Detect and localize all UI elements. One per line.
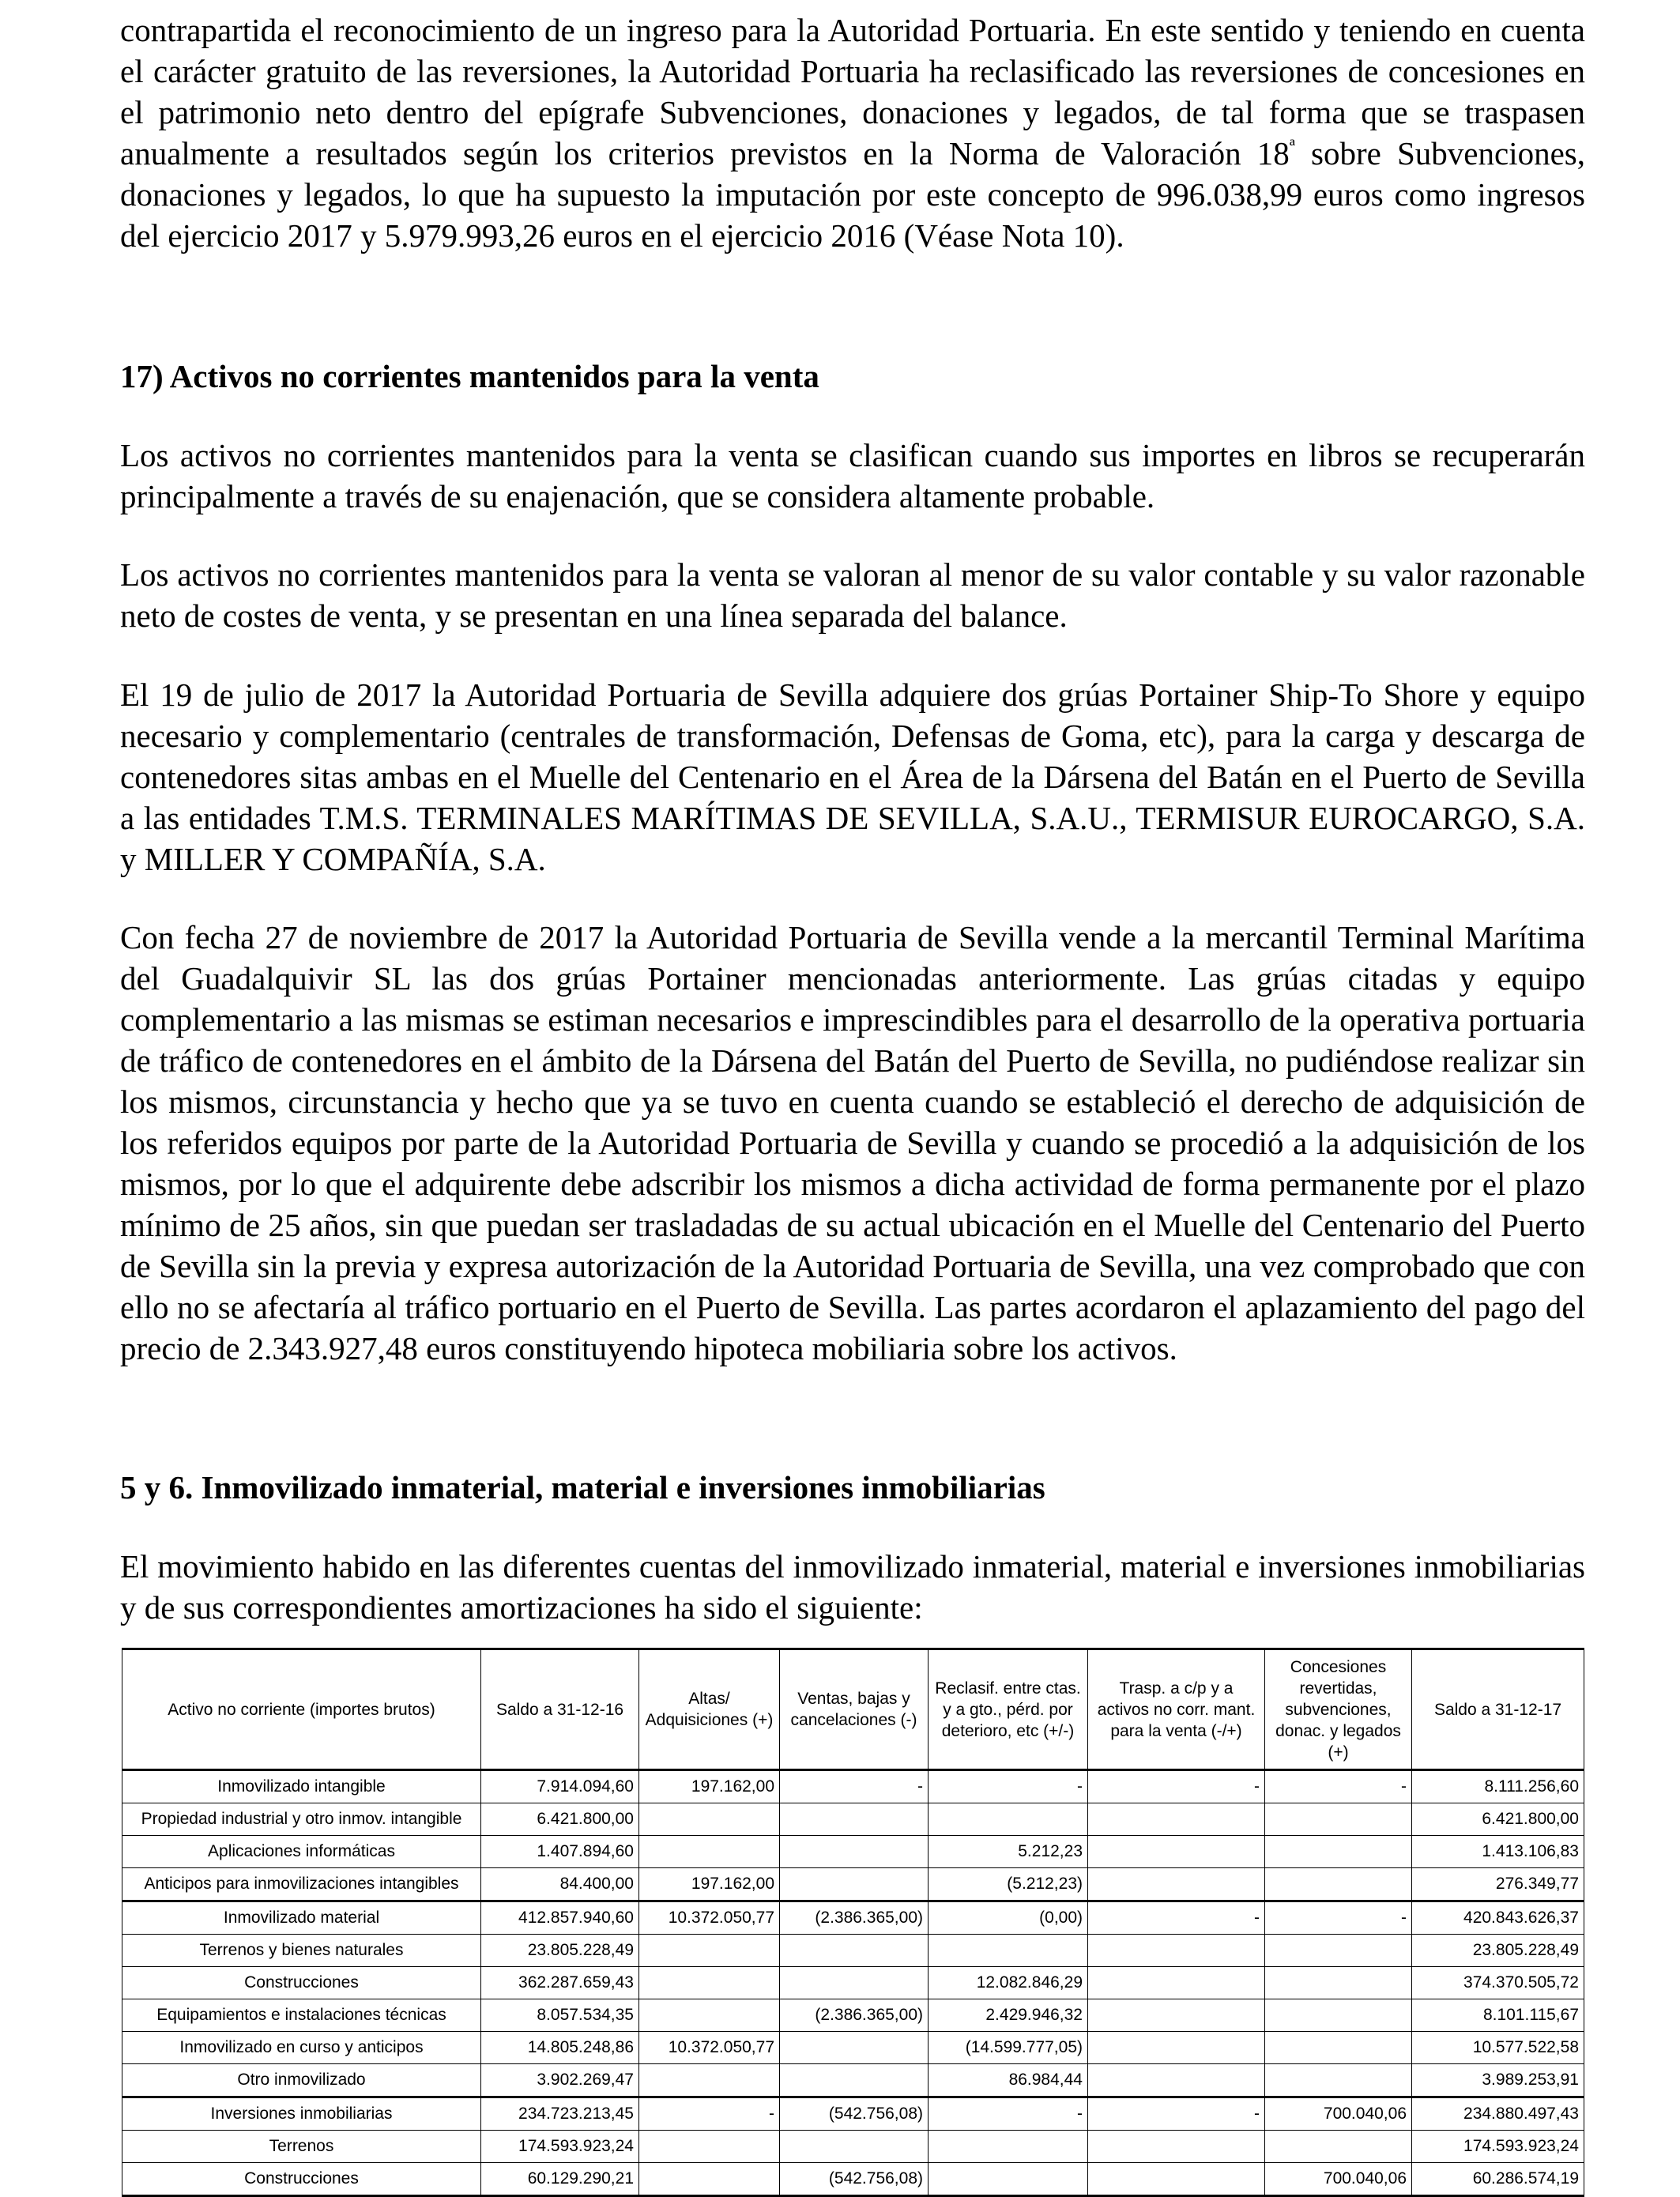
cell-ventas: (2.386.365,00) — [780, 1901, 929, 1935]
table-header-row — [122, 1649, 1584, 1770]
header-altas: Altas/ Adquisiciones (+) — [639, 1649, 780, 1770]
cell-reclasificacion: (0,00) — [929, 1901, 1088, 1935]
paragraph-5-6-movimiento: El movimiento habido en las diferentes cuentas del inmovilizado inmaterial, material e inversiones inmobiliarias y de sus correspondientes amortizaciones ha sido el siguiente: — [120, 1548, 1585, 1626]
cell-ventas — [780, 1967, 929, 1999]
cell-reclasificacion: 86.984,44 — [929, 2064, 1088, 2097]
row-label: Inmovilizado en curso y anticipos — [122, 2032, 481, 2064]
cell-saldo-2016: 234.723.213,45 — [481, 2097, 639, 2131]
cell-reclasificacion: (5.212,23) — [929, 1868, 1088, 1901]
cell-saldo-2016: 6.421.800,00 — [481, 1803, 639, 1836]
cell-altas: 10.372.050,77 — [639, 1901, 780, 1935]
cell-concesiones: 700.040,06 — [1265, 2097, 1412, 2131]
cell-concesiones — [1265, 1999, 1412, 2032]
cell-reclasificacion — [929, 2163, 1088, 2196]
cell-altas — [639, 2131, 780, 2163]
header-reclasificacion: Reclasif. entre ctas. y a gto., pérd. por deterioro, etc (+/-) — [929, 1649, 1088, 1770]
table-row — [122, 1935, 1584, 1967]
cell-altas — [639, 2064, 780, 2097]
table-row — [122, 1836, 1584, 1868]
cell-ventas: (542.756,08) — [780, 2097, 929, 2131]
cell-concesiones: 700.040,06 — [1265, 2163, 1412, 2196]
superscript-ordinal: ª — [1289, 135, 1295, 158]
cell-traspasos — [1088, 1999, 1265, 2032]
cell-altas — [639, 1836, 780, 1868]
table-row — [122, 1901, 1584, 1935]
cell-concesiones: - — [1265, 1770, 1412, 1803]
cell-saldo-2016: 3.902.269,47 — [481, 2064, 639, 2097]
cell-altas: 10.372.050,77 — [639, 2032, 780, 2064]
cell-saldo-2016: 412.857.940,60 — [481, 1901, 639, 1935]
table-row — [122, 1999, 1584, 2032]
cell-concesiones: - — [1265, 1901, 1412, 1935]
cell-reclasificacion — [929, 1803, 1088, 1836]
cell-concesiones — [1265, 2131, 1412, 2163]
cell-saldo-2016: 23.805.228,49 — [481, 1935, 639, 1967]
cell-altas — [639, 1935, 780, 1967]
row-label: Inmovilizado intangible — [122, 1770, 481, 1803]
cell-ventas: (2.386.365,00) — [780, 1999, 929, 2032]
cell-concesiones — [1265, 1868, 1412, 1901]
cell-saldo-2016: 14.805.248,86 — [481, 2032, 639, 2064]
cell-saldo-2016: 60.129.290,21 — [481, 2163, 639, 2196]
cell-saldo-2017: 1.413.106,83 — [1412, 1836, 1584, 1868]
cell-concesiones — [1265, 1935, 1412, 1967]
cell-saldo-2017: 374.370.505,72 — [1412, 1967, 1584, 1999]
row-label: Equipamientos e instalaciones técnicas — [122, 1999, 481, 2032]
row-label: Construcciones — [122, 2163, 481, 2196]
paragraph-17-valoracion: Los activos no corrientes mantenidos para la venta se valoran al menor de su valor contable y su valor razonable neto de costes de venta, y se presentan en una línea separada del balance. — [120, 556, 1585, 634]
paragraph-17-clasificacion: Los activos no corrientes mantenidos para la venta se clasifican cuando sus importes en libros se recuperarán principalmente a través de su enajenación, que se considera altamente probable. — [120, 437, 1585, 514]
cell-ventas — [780, 1836, 929, 1868]
cell-reclasificacion: 12.082.846,29 — [929, 1967, 1088, 1999]
cell-ventas — [780, 2032, 929, 2064]
cell-saldo-2017: 174.593.923,24 — [1412, 2131, 1584, 2163]
cell-saldo-2016: 362.287.659,43 — [481, 1967, 639, 1999]
cell-reclasificacion: 2.429.946,32 — [929, 1999, 1088, 2032]
table-row — [122, 2064, 1584, 2097]
table-row — [122, 2032, 1584, 2064]
cell-traspasos — [1088, 1803, 1265, 1836]
row-label: Terrenos — [122, 2131, 481, 2163]
cell-saldo-2016: 8.057.534,35 — [481, 1999, 639, 2032]
cell-concesiones — [1265, 2032, 1412, 2064]
row-label: Propiedad industrial y otro inmov. intangible — [122, 1803, 481, 1836]
cell-saldo-2017: 10.577.522,58 — [1412, 2032, 1584, 2064]
movement-table — [122, 1648, 1584, 2197]
cell-traspasos — [1088, 1935, 1265, 1967]
table-row — [122, 1770, 1584, 1803]
cell-traspasos: - — [1088, 2097, 1265, 2131]
cell-altas: - — [639, 2097, 780, 2131]
cell-altas — [639, 1803, 780, 1836]
cell-altas — [639, 1999, 780, 2032]
paragraph-17-venta: Con fecha 27 de noviembre de 2017 la Autoridad Portuaria de Sevilla vende a la mercantil Terminal Marítima del Guadalquivir SL las dos grúas Portainer mencionadas anteriormente. Las grúas citadas y equipo complementario a las mismas se estiman necesarios e imprescindibles para el desarrollo de la operativa portuaria de tráfico de contenedores en el ámbito de la Dársena del Batán del Puerto de Sevilla, no pudiéndose realizar sin los mismos, circunstancia y hecho que ya se tuvo en cuenta cuando se estableció el derecho de adquisición de los referidos equipos por parte de la Autoridad Portuaria de Sevilla y cuando se procedió a la adquisición de los mismos, por lo que el adquirente debe adscribir los mismos a dicha actividad de forma permanente por el plazo mínimo de 25 años, sin que puedan ser trasladadas de su actual ubicación en el Muelle del Centenario del Puerto de Sevilla sin la previa y expresa autorización de la Autoridad Portuaria de Sevilla, una vez comprobado que con ello no se afectaría al tráfico portuario en el Puerto de Sevilla. Las partes acordaron el aplazamiento del pago del precio de 2.343.927,48 euros constituyendo hipoteca mobiliaria sobre los activos. — [120, 919, 1585, 1366]
cell-traspasos: - — [1088, 1901, 1265, 1935]
cell-concesiones — [1265, 2064, 1412, 2097]
header-activo: Activo no corriente (importes brutos) — [122, 1649, 481, 1770]
table-row — [122, 2163, 1584, 2196]
table-row — [122, 1967, 1584, 1999]
cell-saldo-2017: 23.805.228,49 — [1412, 1935, 1584, 1967]
header-traspasos: Trasp. a c/p y a activos no corr. mant. para la venta (-/+) — [1088, 1649, 1265, 1770]
cell-ventas — [780, 1868, 929, 1901]
cell-saldo-2017: 420.843.626,37 — [1412, 1901, 1584, 1935]
cell-traspasos — [1088, 1836, 1265, 1868]
cell-reclasificacion: (14.599.777,05) — [929, 2032, 1088, 2064]
section-heading-5-6: 5 y 6. Inmovilizado inmaterial, material e inversiones inmobiliarias — [120, 1469, 1045, 1505]
table-row — [122, 1868, 1584, 1901]
paragraph-reversiones-text: contrapartida el reconocimiento de un ingreso para la Autoridad Portuaria. En este sentido y teniendo en cuenta el carácter gratuito de las reversiones, la Autoridad Portuaria ha reclasificado las reversiones de concesiones en el patrimonio neto dentro del epígrafe Subvenciones, donaciones y legados, de tal forma que se traspasen anualmente a resultados según los criterios previstos en la Norma de Valoración 18 — [120, 12, 1585, 171]
cell-altas: 197.162,00 — [639, 1770, 780, 1803]
cell-ventas — [780, 2131, 929, 2163]
cell-saldo-2017: 6.421.800,00 — [1412, 1803, 1584, 1836]
row-label: Otro inmovilizado — [122, 2064, 481, 2097]
cell-ventas — [780, 1935, 929, 1967]
cell-reclasificacion — [929, 2131, 1088, 2163]
table-row — [122, 2131, 1584, 2163]
cell-traspasos: - — [1088, 1770, 1265, 1803]
cell-traspasos — [1088, 2064, 1265, 2097]
paragraph-reversiones-text-end: sobre Subvenciones, donaciones y legados, lo que ha supuesto la imputación por este concepto de 996.038,99 euros como ingresos del ejercicio 2017 y 5.979.993,26 euros en el ejercicio 2016 (Véase Nota 10). — [120, 135, 1585, 254]
cell-saldo-2017: 234.880.497,43 — [1412, 2097, 1584, 2131]
cell-altas: 197.162,00 — [639, 1868, 780, 1901]
cell-saldo-2017: 3.989.253,91 — [1412, 2064, 1584, 2097]
cell-traspasos — [1088, 2131, 1265, 2163]
cell-saldo-2017: 8.101.115,67 — [1412, 1999, 1584, 2032]
cell-reclasificacion: - — [929, 2097, 1088, 2131]
row-label: Terrenos y bienes naturales — [122, 1935, 481, 1967]
cell-traspasos — [1088, 1868, 1265, 1901]
cell-ventas: - — [780, 1770, 929, 1803]
cell-saldo-2017: 276.349,77 — [1412, 1868, 1584, 1901]
section-heading-17: 17) Activos no corrientes mantenidos para la venta — [120, 358, 819, 394]
cell-reclasificacion — [929, 1935, 1088, 1967]
cell-concesiones — [1265, 1967, 1412, 1999]
table-row — [122, 2097, 1584, 2131]
cell-ventas — [780, 1803, 929, 1836]
row-label: Inversiones inmobiliarias — [122, 2097, 481, 2131]
cell-altas — [639, 1967, 780, 1999]
header-ventas: Ventas, bajas y cancelaciones (-) — [780, 1649, 929, 1770]
cell-concesiones — [1265, 1836, 1412, 1868]
header-concesiones: Concesiones revertidas, subvenciones, donac. y legados (+) — [1265, 1649, 1412, 1770]
cell-concesiones — [1265, 1803, 1412, 1836]
cell-altas — [639, 2163, 780, 2196]
paragraph-reversiones — [120, 9, 1585, 256]
cell-saldo-2016: 174.593.923,24 — [481, 2131, 639, 2163]
cell-saldo-2016: 7.914.094,60 — [481, 1770, 639, 1803]
cell-reclasificacion: 5.212,23 — [929, 1836, 1088, 1868]
cell-traspasos — [1088, 2163, 1265, 2196]
row-label: Construcciones — [122, 1967, 481, 1999]
cell-ventas: (542.756,08) — [780, 2163, 929, 2196]
cell-traspasos — [1088, 2032, 1265, 2064]
cell-ventas — [780, 2064, 929, 2097]
row-label: Inmovilizado material — [122, 1901, 481, 1935]
paragraph-17-adquisicion: El 19 de julio de 2017 la Autoridad Portuaria de Sevilla adquiere dos grúas Portainer Ship-To Shore y equipo necesario y complementario (centrales de transformación, Defensas de Goma, etc), para la carga y descarga de contenedores sitas ambas en el Muelle del Centenario en el Área de la Dársena del Batán en el Puerto de Sevilla a las entidades T.M.S. TERMINALES MARÍTIMAS DE SEVILLA, S.A.U., TERMISUR EUROCARGO, S.A. y MILLER Y COMPAÑÍA, S.A. — [120, 676, 1585, 877]
cell-saldo-2016: 1.407.894,60 — [481, 1836, 639, 1868]
header-saldo-2017: Saldo a 31-12-17 — [1412, 1649, 1584, 1770]
cell-reclasificacion: - — [929, 1770, 1088, 1803]
row-label: Aplicaciones informáticas — [122, 1836, 481, 1868]
table-row — [122, 1803, 1584, 1836]
header-saldo-2016: Saldo a 31-12-16 — [481, 1649, 639, 1770]
row-label: Anticipos para inmovilizaciones intangibles — [122, 1868, 481, 1901]
cell-saldo-2017: 60.286.574,19 — [1412, 2163, 1584, 2196]
cell-saldo-2017: 8.111.256,60 — [1412, 1770, 1584, 1803]
cell-saldo-2016: 84.400,00 — [481, 1868, 639, 1901]
cell-traspasos — [1088, 1967, 1265, 1999]
